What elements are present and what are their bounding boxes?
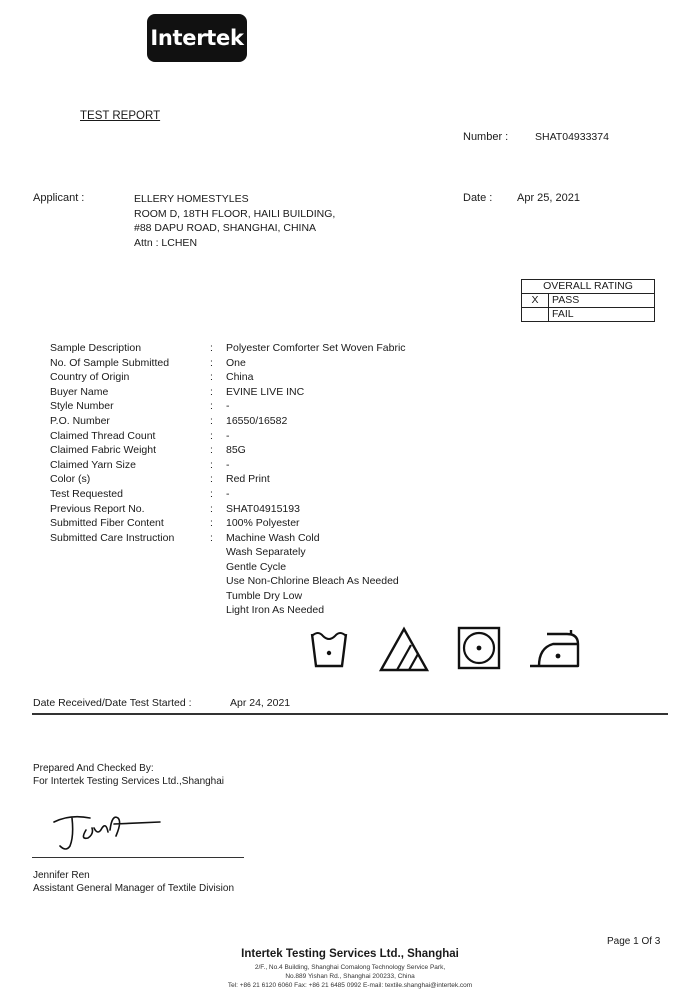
rating-row-pass — [522, 294, 655, 308]
sample-details — [50, 341, 406, 545]
detail-row — [50, 414, 406, 429]
detail-label: Color (s) — [50, 473, 91, 486]
detail-label: Style Number — [50, 400, 114, 413]
detail-separator: : — [210, 429, 213, 442]
detail-row — [50, 356, 406, 371]
detail-value: One — [226, 356, 246, 369]
applicant-line: ROOM D, 18TH FLOOR, HAILI BUILDING, — [134, 207, 336, 220]
detail-row — [50, 429, 406, 444]
footer-address-line: 2/F., No.4 Building, Shanghai Comalong Technology Service Park, — [254, 964, 446, 971]
detail-separator: : — [210, 517, 213, 530]
rating-mark — [522, 308, 549, 322]
detail-row — [50, 370, 406, 385]
detail-value: EVINE LIVE INC — [226, 385, 305, 398]
detail-separator: : — [210, 487, 213, 500]
detail-label: Submitted Care Instruction — [50, 531, 175, 544]
detail-value: SHAT04915193 — [226, 502, 300, 515]
non-chlorine-bleach-icon — [379, 626, 429, 672]
report-number: SHAT04933374 — [535, 131, 609, 143]
care-line: Light Iron As Needed — [226, 604, 325, 617]
detail-value: - — [226, 400, 230, 413]
detail-value: Red Print — [226, 473, 270, 486]
report-date: Apr 25, 2021 — [517, 192, 580, 204]
signature-line — [32, 857, 244, 858]
detail-label: Claimed Fabric Weight — [50, 444, 157, 457]
applicant-line: ELLERY HOMESTYLES — [134, 193, 249, 205]
divider — [32, 713, 668, 715]
applicant-address — [134, 192, 335, 250]
signer-name: Jennifer Ren — [33, 870, 90, 881]
footer-address-line: No.889 Yishan Rd., Shanghai 200233, China — [285, 973, 415, 980]
detail-label: Sample Description — [50, 342, 142, 354]
detail-label: Claimed Thread Count — [50, 429, 156, 442]
prepared-by-label: Prepared And Checked By: — [33, 763, 154, 774]
care-line: Tumble Dry Low — [226, 589, 303, 602]
iron-low-icon — [527, 626, 581, 670]
detail-separator: : — [210, 342, 213, 354]
detail-value: - — [226, 429, 230, 442]
signature — [50, 806, 165, 854]
detail-label: Claimed Yarn Size — [50, 458, 136, 471]
detail-row — [50, 516, 406, 531]
detail-row — [50, 385, 406, 400]
detail-row — [50, 399, 406, 414]
rating-label: PASS — [549, 294, 655, 308]
detail-value: 100% Polyester — [226, 517, 300, 530]
detail-separator: : — [210, 400, 213, 413]
wash-cold-icon — [309, 626, 349, 670]
overall-rating-header: OVERALL RATING — [522, 280, 655, 294]
detail-separator: : — [210, 531, 213, 544]
tumble-dry-low-icon — [457, 626, 501, 670]
detail-value: - — [226, 458, 230, 471]
detail-row — [50, 341, 406, 356]
detail-value: 85G — [226, 444, 246, 457]
rating-row-fail — [522, 308, 655, 322]
detail-separator: : — [210, 414, 213, 427]
detail-separator: : — [210, 458, 213, 471]
detail-separator: : — [210, 444, 213, 457]
detail-value: - — [226, 487, 230, 500]
applicant-label: Applicant : — [33, 192, 85, 204]
detail-value: Machine Wash Cold — [226, 531, 320, 544]
applicant-attn: Attn : LCHEN — [134, 236, 198, 249]
prepared-by-company: For Intertek Testing Services Ltd.,Shanghai — [33, 776, 225, 787]
date-received-label: Date Received/Date Test Started : — [33, 697, 192, 709]
applicant-line: #88 DAPU ROAD, SHANGHAI, CHINA — [134, 222, 317, 234]
detail-separator: : — [210, 371, 213, 384]
page-number: Page 1 Of 3 — [607, 936, 661, 947]
detail-row — [50, 443, 406, 458]
intertek-logo — [147, 14, 247, 62]
footer-company: Intertek Testing Services Ltd., Shanghai — [241, 948, 459, 960]
detail-label: Country of Origin — [50, 371, 130, 384]
detail-label: Submitted Fiber Content — [50, 517, 164, 530]
detail-row — [50, 502, 406, 517]
detail-label: No. Of Sample Submitted — [50, 356, 170, 369]
care-line: Gentle Cycle — [226, 560, 287, 573]
signer-position: Assistant General Manager of Textile Division — [33, 883, 235, 894]
detail-row — [50, 531, 406, 546]
detail-row — [50, 472, 406, 487]
detail-value: 16550/16582 — [226, 414, 288, 427]
detail-label: Test Requested — [50, 487, 123, 500]
report-date-label: Date : — [463, 192, 493, 204]
detail-row — [50, 458, 406, 473]
report-number-label: Number : — [463, 131, 509, 143]
logo-text: Intertek — [150, 26, 244, 50]
detail-separator: : — [210, 502, 213, 515]
detail-label: Buyer Name — [50, 385, 109, 398]
rating-label: FAIL — [549, 308, 655, 322]
detail-separator: : — [210, 385, 213, 398]
rating-mark: X — [522, 294, 549, 308]
care-instructions — [226, 545, 399, 618]
report-title: TEST REPORT — [80, 110, 161, 122]
detail-label: Previous Report No. — [50, 502, 145, 515]
date-received-value: Apr 24, 2021 — [230, 697, 291, 709]
footer-contact-line: Tel: +86 21 6120 6060 Fax: +86 21 6485 0992 E-mail: textile.shanghai@intertek.com — [227, 982, 473, 989]
detail-value: China — [226, 371, 254, 384]
detail-label: P.O. Number — [50, 414, 110, 427]
care-line: Use Non-Chlorine Bleach As Needed — [226, 575, 399, 588]
detail-value: Polyester Comforter Set Woven Fabric — [226, 342, 406, 354]
overall-rating-table — [521, 279, 655, 322]
detail-separator: : — [210, 473, 213, 486]
detail-separator: : — [210, 356, 213, 369]
detail-row — [50, 487, 406, 502]
care-line: Wash Separately — [226, 546, 306, 558]
